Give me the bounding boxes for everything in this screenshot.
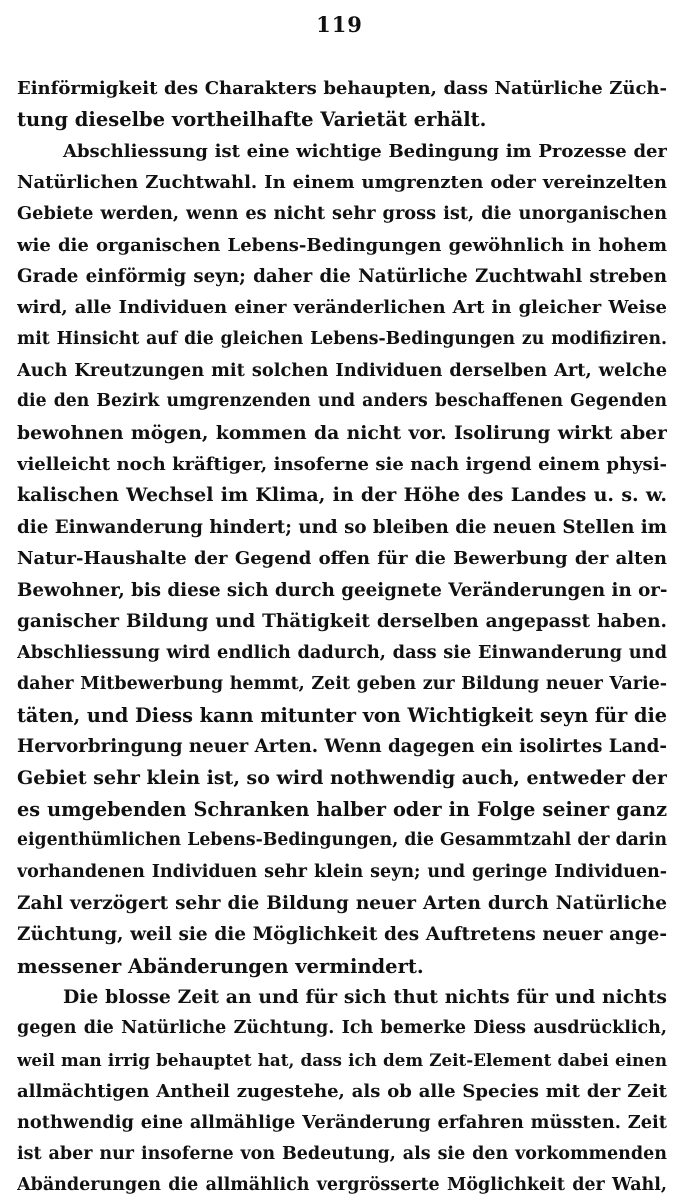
text-line: es umgebenden Schranken halber oder in Folge seiner ganz bbox=[17, 797, 667, 821]
text-line: nothwendig eine allmählige Veränderung erfahren müssten. Zeit bbox=[17, 1112, 667, 1134]
text-line: Natürlichen Zuchtwahl. In einem umgrenzten oder vereinzelten bbox=[17, 172, 667, 194]
text-line: die Einwanderung hindert; und so bleiben die neuen Stellen im bbox=[17, 516, 667, 538]
text-line: die den Bezirk umgrenzenden und anders beschaffenen Gegenden bbox=[17, 391, 667, 412]
body-text bbox=[17, 73, 667, 1201]
text-line: Bewohner, bis diese sich durch geeignete Veränderungen in or- bbox=[17, 579, 667, 601]
text-line: wird, alle Individuen einer veränderlichen Art in gleicher Weise bbox=[17, 297, 667, 319]
text-line: Gebiete werden, wenn es nicht sehr gross ist, die unorganischen bbox=[17, 203, 667, 225]
text-line: vielleicht noch kräftiger, insoferne sie nach irgend einem physi- bbox=[17, 454, 667, 476]
text-line: ganischer Bildung und Thätigkeit derselben angepasst haben. bbox=[17, 610, 667, 632]
text-line: Hervorbringung neuer Arten. Wenn dagegen ein isolirtes Land- bbox=[17, 736, 667, 758]
text-line: vorhandenen Individuen sehr klein seyn; und geringe Individuen- bbox=[17, 861, 667, 882]
text-line: tung dieselbe vortheilhafte Varietät erhält. bbox=[17, 108, 487, 132]
text-line: ist aber nur insoferne von Bedeutung, als sie den vorkommenden bbox=[17, 1143, 667, 1164]
text-line: Einförmigkeit des Charakters behaupten, dass Natürliche Züch- bbox=[17, 78, 667, 99]
text-line: Gebiet sehr klein ist, so wird nothwendig auch, entweder der bbox=[17, 766, 667, 789]
text-line: täten, und Diess kann mitunter von Wichtigkeit seyn für die bbox=[17, 703, 667, 727]
text-line: eigenthümlichen Lebens-Bedingungen, die Gesammtzahl der darin bbox=[17, 830, 667, 851]
text-line: Die blosse Zeit an und für sich thut nichts für und nichts bbox=[63, 985, 667, 1008]
text-line: Abänderungen die allmählich vergrösserte Möglichkeit der Wahl, bbox=[17, 1175, 667, 1196]
text-line: Natur-Haushalte der Gegend offen für die Bewerbung der alten bbox=[17, 548, 667, 570]
text-line: Zahl verzögert sehr die Bildung neuer Arten durch Natürliche bbox=[17, 892, 667, 914]
text-line: messener Abänderungen vermindert. bbox=[17, 954, 424, 978]
text-line: kalischen Wechsel im Klima, in der Höhe des Landes u. s. w. bbox=[17, 484, 667, 507]
text-line: wie die organischen Lebens-Bedingungen gewöhnlich in hohem bbox=[17, 234, 667, 256]
text-line: Abschliessung wird endlich dadurch, dass sie Einwanderung und bbox=[17, 642, 667, 664]
text-line: gegen die Natürliche Züchtung. Ich bemerke Diess ausdrücklich, bbox=[17, 1018, 667, 1039]
page-number: 119 bbox=[316, 12, 363, 37]
text-line: daher Mitbewerbung hemmt, Zeit geben zur Bildung neuer Varie- bbox=[17, 673, 667, 694]
text-line: Grade einförmig seyn; daher die Natürliche Zuchtwahl streben bbox=[17, 266, 667, 288]
text-line: Auch Kreutzungen mit solchen Individuen derselben Art, welche bbox=[17, 360, 667, 382]
text-line: Züchtung, weil sie die Möglichkeit des Auftretens neuer ange- bbox=[17, 924, 667, 946]
text-line: bewohnen mögen, kommen da nicht vor. Isolirung wirkt aber bbox=[17, 421, 667, 444]
text-line: Abschliessung ist eine wichtige Bedingung im Prozesse der bbox=[63, 140, 667, 162]
text-line: weil man irrig behauptet hat, dass ich dem Zeit-Element dabei einen bbox=[17, 1049, 667, 1070]
text-line: allmächtigen Antheil zugestehe, als ob alle Species mit der Zeit bbox=[17, 1081, 667, 1102]
text-line: mit Hinsicht auf die gleichen Lebens-Bedingungen zu modifiziren. bbox=[17, 328, 667, 349]
